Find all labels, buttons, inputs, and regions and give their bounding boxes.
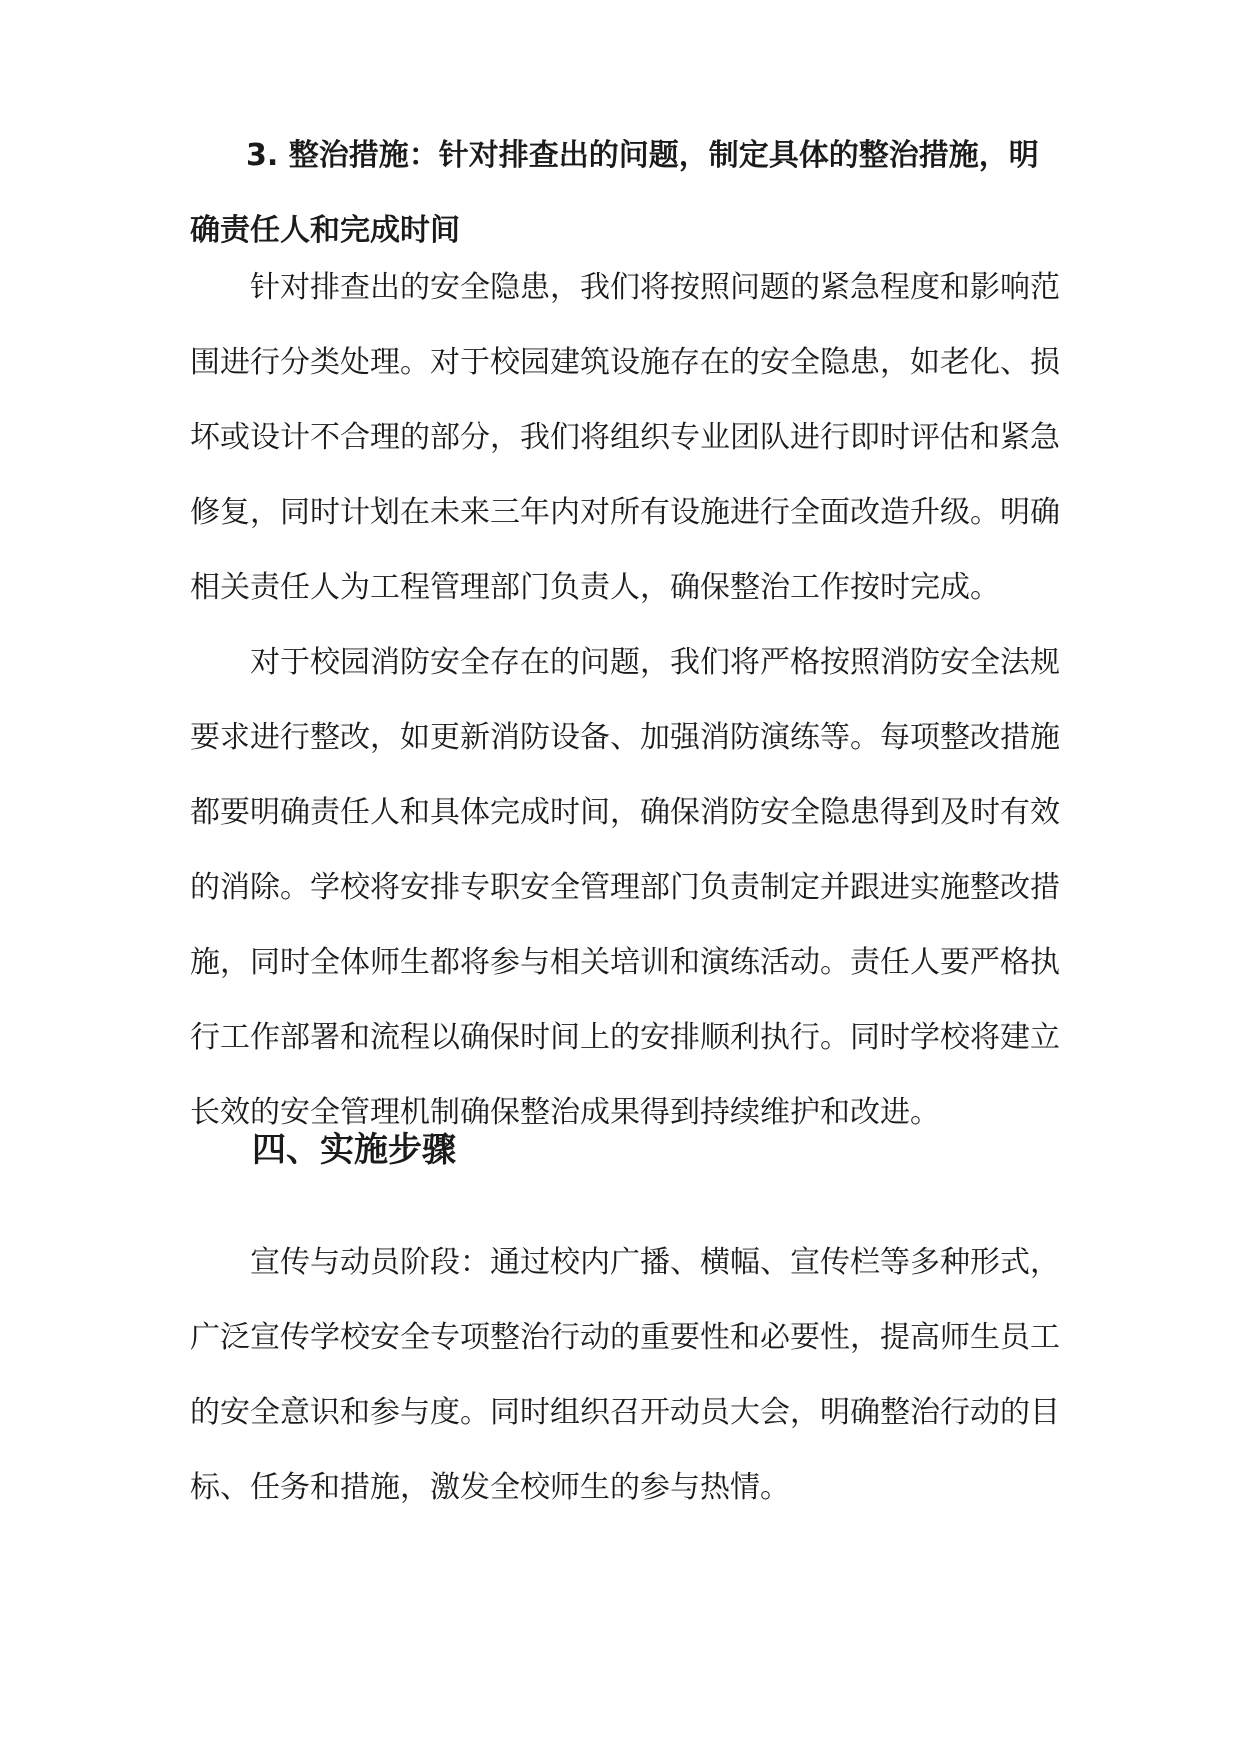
section-4-heading: 四、实施步骤	[252, 1130, 456, 1170]
paragraph-publicity-mobilization: 宣传与动员阶段：通过校内广播、横幅、宣传栏等多种形式，广泛宣传学校安全专项整治行动的重要性和必要性，提高师生员工的安全意识和参与度。同时组织召开动员大会，明确整治行动的目标、任务和措施，激发全校师生的参与热情。	[190, 1245, 1060, 1505]
section-3-heading: 3. 整治措施：针对排查出的问题，制定具体的整治措施，明确责任人和完成时间	[190, 138, 1039, 248]
paragraph-fire-safety: 对于校园消防安全存在的问题，我们将严格按照消防安全法规要求进行整改，如更新消防设备、加强消防演练等。每项整改措施都要明确责任人和具体完成时间，确保消防安全隐患得到及时有效的消除。学校将安排专职安全管理部门负责制定并跟进实施整改措施，同时全体师生都将参与相关培训和演练活动。责任人要严格执行工作部署和流程以确保时间上的安排顺利执行。同时学校将建立长效的安全管理机制确保整治成果得到持续维护和改进。	[190, 645, 1060, 1130]
paragraph-building-safety: 针对排查出的安全隐患，我们将按照问题的紧急程度和影响范围进行分类处理。对于校园建筑设施存在的安全隐患，如老化、损坏或设计不合理的部分，我们将组织专业团队进行即时评估和紧急修复，同时计划在未来三年内对所有设施进行全面改造升级。明确相关责任人为工程管理部门负责人，确保整治工作按时完成。	[190, 270, 1060, 605]
